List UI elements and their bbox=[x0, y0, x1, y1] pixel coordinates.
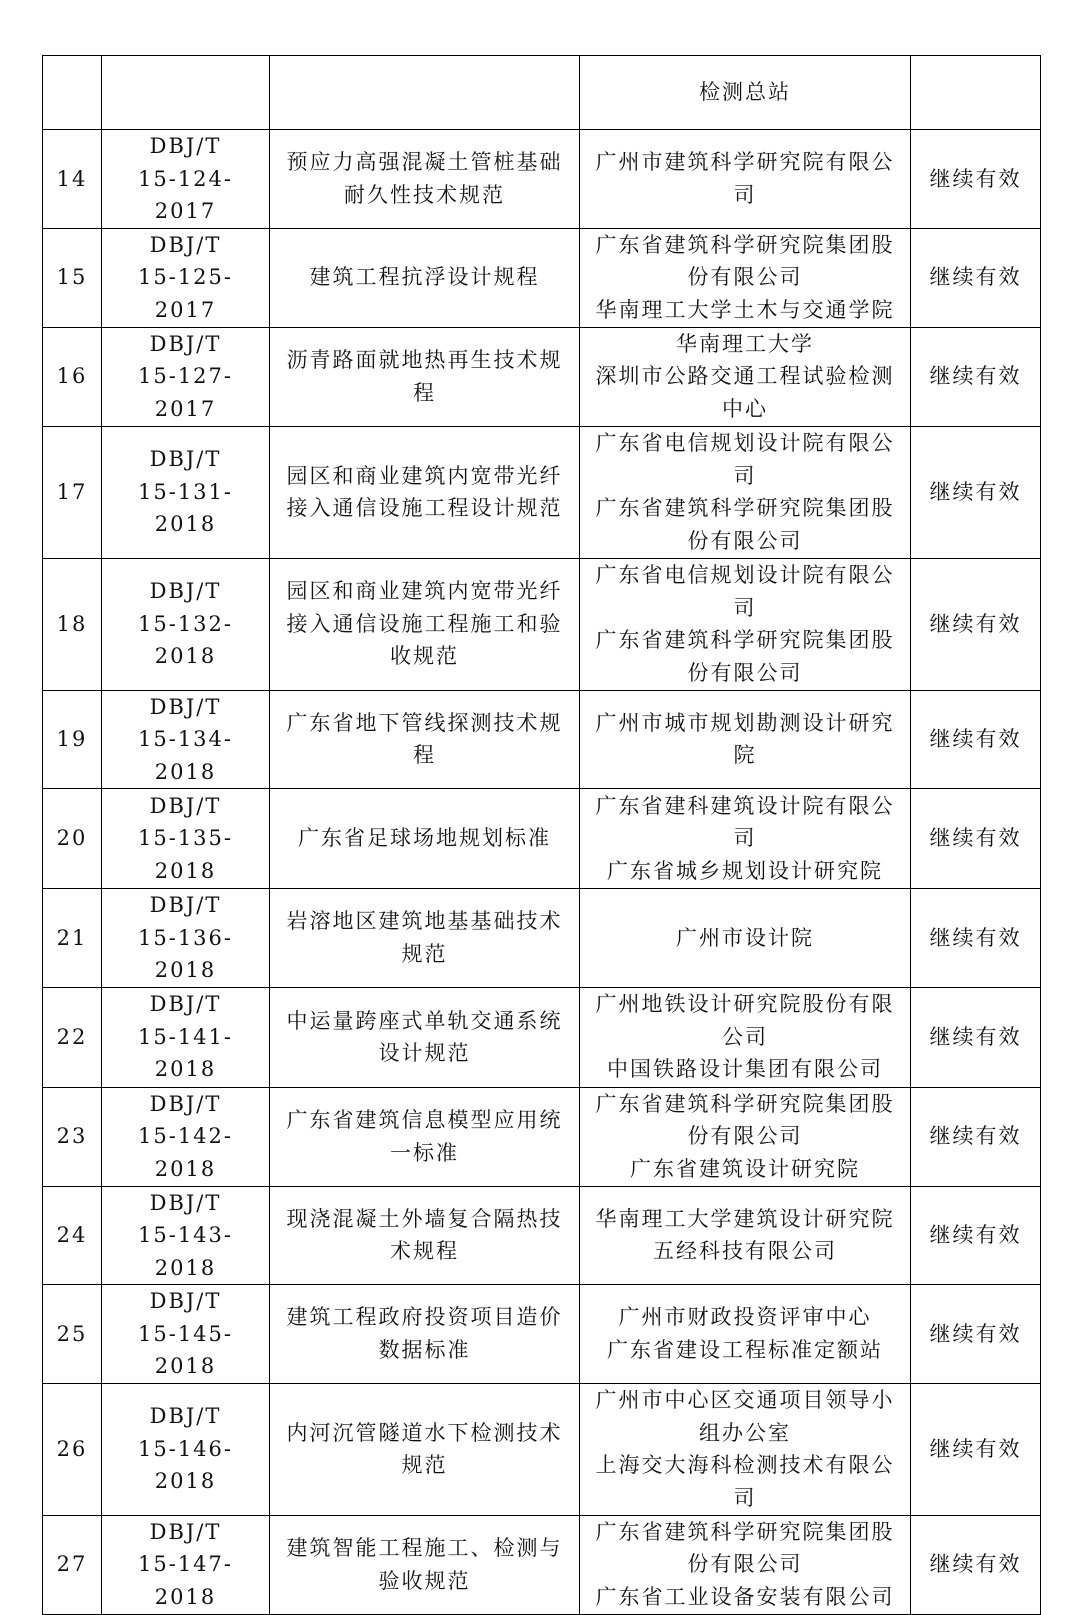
row-number: 17 bbox=[56, 479, 88, 504]
cell-org bbox=[580, 889, 911, 988]
cell-org bbox=[580, 130, 911, 229]
status-text: 继续有效 bbox=[929, 1552, 1022, 1577]
row-number: 20 bbox=[56, 826, 88, 851]
standard-name: 预应力高强混凝土管桩基础耐久性技术规范 bbox=[286, 150, 563, 207]
cell-code bbox=[102, 1186, 270, 1285]
standard-name: 广东省足球场地规划标准 bbox=[298, 826, 551, 851]
cell-org bbox=[580, 690, 911, 789]
org-name: 广东省建科建筑设计院有限公司 bbox=[595, 793, 895, 851]
cell-no bbox=[43, 1285, 102, 1384]
org-name: 广东省电信规划设计院有限公司 bbox=[595, 563, 895, 620]
cell-name bbox=[270, 789, 580, 889]
org-name: 广州市设计院 bbox=[676, 925, 814, 950]
cell-org bbox=[580, 1285, 911, 1384]
cell-code bbox=[102, 426, 270, 558]
status-text: 继续有效 bbox=[929, 166, 1022, 191]
row-number: 26 bbox=[56, 1436, 88, 1461]
org-name: 广东省城乡规划设计研究院 bbox=[607, 858, 883, 883]
cell-name bbox=[270, 130, 580, 229]
cell-code bbox=[102, 889, 270, 988]
cell-no bbox=[43, 56, 102, 130]
org-name: 广东省电信规划设计院有限公司 bbox=[595, 431, 895, 488]
table-row bbox=[43, 1285, 1041, 1384]
standard-name: 园区和商业建筑内宽带光纤接入通信设施工程施工和验收规范 bbox=[286, 579, 563, 669]
status-text: 继续有效 bbox=[929, 1124, 1022, 1149]
cell-status bbox=[911, 1087, 1041, 1186]
cell-name bbox=[270, 327, 580, 426]
standard-code-number: 15-145-2018 bbox=[138, 1321, 233, 1378]
row-number: 22 bbox=[56, 1024, 88, 1049]
cell-org bbox=[580, 1087, 911, 1186]
standard-code-prefix: DBJ/T bbox=[149, 893, 222, 917]
table-row bbox=[43, 789, 1041, 889]
cell-status bbox=[911, 987, 1041, 1087]
standard-code-prefix: DBJ/T bbox=[149, 694, 222, 719]
status-text: 继续有效 bbox=[929, 826, 1022, 851]
table-row bbox=[43, 987, 1041, 1087]
org-name: 广东省建筑科学研究院集团股份有限公司 bbox=[595, 232, 895, 290]
row-number: 23 bbox=[56, 1124, 88, 1149]
status-text: 继续有效 bbox=[929, 1436, 1022, 1461]
cell-org bbox=[580, 56, 911, 130]
standard-name: 广东省建筑信息模型应用统一标准 bbox=[286, 1108, 563, 1165]
standard-name: 现浇混凝土外墙复合隔热技术规程 bbox=[286, 1206, 563, 1264]
cell-no bbox=[43, 130, 102, 229]
standard-code-number: 15-124-2017 bbox=[138, 166, 233, 223]
cell-status bbox=[911, 789, 1041, 889]
table-row bbox=[43, 558, 1041, 690]
status-text: 继续有效 bbox=[929, 925, 1022, 950]
standard-code-prefix: DBJ/T bbox=[149, 1519, 222, 1544]
org-name: 广东省建设工程标准定额站 bbox=[607, 1337, 883, 1362]
cell-no bbox=[43, 690, 102, 789]
cell-status bbox=[911, 130, 1041, 229]
standard-code-number: 15-125-2017 bbox=[138, 265, 233, 322]
org-name: 华南理工大学建筑设计研究院 bbox=[595, 1206, 895, 1231]
cell-status bbox=[911, 1285, 1041, 1384]
standard-code-prefix: DBJ/T bbox=[149, 1289, 222, 1313]
standard-name: 建筑智能工程施工、检测与验收规范 bbox=[286, 1536, 563, 1593]
table-row bbox=[43, 426, 1041, 558]
org-name: 华南理工大学土木与交通学院 bbox=[595, 297, 895, 322]
standard-code-number: 15-136-2018 bbox=[138, 925, 233, 982]
org-name: 广东省建筑科学研究院集团股份有限公司 bbox=[595, 1091, 895, 1149]
standard-code-number: 15-141-2018 bbox=[138, 1024, 233, 1082]
standard-name: 广东省地下管线探测技术规程 bbox=[286, 710, 563, 768]
cell-status bbox=[911, 1186, 1041, 1285]
cell-code bbox=[102, 789, 270, 889]
row-number: 14 bbox=[56, 166, 88, 191]
cell-no bbox=[43, 1186, 102, 1285]
standard-name: 内河沉管隧道水下检测技术规范 bbox=[286, 1420, 563, 1477]
table-row bbox=[43, 327, 1041, 426]
row-number: 21 bbox=[56, 925, 88, 950]
standard-name: 沥青路面就地热再生技术规程 bbox=[286, 348, 563, 405]
org-name: 广东省建筑科学研究院集团股份有限公司 bbox=[595, 1519, 895, 1577]
standard-code-number: 15-132-2018 bbox=[138, 611, 233, 669]
cell-status bbox=[911, 426, 1041, 558]
cell-name bbox=[270, 1186, 580, 1285]
cell-no bbox=[43, 1515, 102, 1614]
cell-name bbox=[270, 1383, 580, 1515]
cell-no bbox=[43, 558, 102, 690]
cell-status bbox=[911, 1383, 1041, 1515]
cell-status bbox=[911, 1515, 1041, 1614]
standard-name: 建筑工程抗浮设计规程 bbox=[309, 265, 540, 290]
org-name: 广州市城市规划勘测设计研究院 bbox=[595, 710, 895, 768]
standard-code-number: 15-147-2018 bbox=[138, 1552, 233, 1609]
status-text: 继续有效 bbox=[929, 1321, 1022, 1346]
standard-name: 中运量跨座式单轨交通系统设计规范 bbox=[286, 1008, 563, 1065]
standard-name: 园区和商业建筑内宽带光纤接入通信设施工程设计规范 bbox=[286, 463, 563, 520]
org-name: 五经科技有限公司 bbox=[653, 1239, 837, 1264]
org-name: 广州市中心区交通项目领导小组办公室 bbox=[595, 1388, 895, 1445]
table-body bbox=[43, 56, 1041, 1615]
row-number: 25 bbox=[56, 1321, 88, 1346]
table-row bbox=[43, 1186, 1041, 1285]
cell-no bbox=[43, 228, 102, 327]
table-row bbox=[43, 690, 1041, 789]
standard-name: 岩溶地区建筑地基基础技术规范 bbox=[286, 909, 563, 966]
status-text: 继续有效 bbox=[929, 479, 1022, 504]
cell-status bbox=[911, 327, 1041, 426]
table-row bbox=[43, 889, 1041, 988]
cell-code bbox=[102, 1285, 270, 1384]
cell-name bbox=[270, 1087, 580, 1186]
org-name: 广州地铁设计研究院股份有限公司 bbox=[595, 992, 895, 1049]
cell-name bbox=[270, 228, 580, 327]
standard-code-number: 15-127-2017 bbox=[138, 364, 233, 421]
status-text: 继续有效 bbox=[929, 727, 1022, 751]
cell-no bbox=[43, 1087, 102, 1186]
status-text: 继续有效 bbox=[929, 265, 1022, 290]
cell-status bbox=[911, 228, 1041, 327]
org-name: 广东省工业设备安装有限公司 bbox=[595, 1584, 895, 1609]
row-number: 16 bbox=[56, 364, 88, 389]
cell-code bbox=[102, 1383, 270, 1515]
cell-org bbox=[580, 558, 911, 690]
cell-no bbox=[43, 327, 102, 426]
org-name: 广东省建筑设计研究院 bbox=[630, 1156, 860, 1181]
row-number: 19 bbox=[56, 727, 88, 751]
cell-status bbox=[911, 889, 1041, 988]
table-row-continuation bbox=[43, 56, 1041, 130]
standard-code-prefix: DBJ/T bbox=[149, 447, 222, 472]
cell-status bbox=[911, 558, 1041, 690]
org-name: 中国铁路设计集团有限公司 bbox=[607, 1057, 883, 1082]
cell-org bbox=[580, 789, 911, 889]
cell-org bbox=[580, 1515, 911, 1614]
cell-code bbox=[102, 327, 270, 426]
cell-status bbox=[911, 690, 1041, 789]
standard-code-prefix: DBJ/T bbox=[149, 579, 222, 604]
standards-table bbox=[42, 55, 1041, 1615]
row-number: 18 bbox=[56, 611, 88, 636]
cell-name bbox=[270, 426, 580, 558]
standard-code-prefix: DBJ/T bbox=[149, 1404, 222, 1429]
standard-code-prefix: DBJ/T bbox=[149, 992, 222, 1017]
cell-code bbox=[102, 56, 270, 130]
status-text: 继续有效 bbox=[929, 1223, 1022, 1247]
table-row bbox=[43, 1087, 1041, 1186]
org-line: 检测总站 bbox=[699, 80, 791, 105]
cell-code bbox=[102, 558, 270, 690]
standard-code-prefix: DBJ/T bbox=[149, 134, 222, 158]
standard-code-number: 15-135-2018 bbox=[138, 826, 233, 883]
org-name: 广州市财政投资评审中心 bbox=[618, 1305, 872, 1330]
row-number: 27 bbox=[56, 1552, 88, 1577]
table-row bbox=[43, 1515, 1041, 1614]
org-name: 广东省建筑科学研究院集团股份有限公司 bbox=[595, 496, 895, 553]
org-name: 广州市建筑科学研究院有限公司 bbox=[595, 150, 895, 207]
standard-code-number: 15-146-2018 bbox=[138, 1436, 233, 1494]
cell-code bbox=[102, 1515, 270, 1614]
cell-name bbox=[270, 1285, 580, 1384]
cell-org bbox=[580, 327, 911, 426]
org-name: 广东省建筑科学研究院集团股份有限公司 bbox=[595, 628, 895, 685]
standard-code-prefix: DBJ/T bbox=[149, 232, 222, 257]
standard-code-prefix: DBJ/T bbox=[149, 793, 222, 818]
cell-no bbox=[43, 426, 102, 558]
status-text: 继续有效 bbox=[929, 611, 1022, 636]
org-name: 深圳市公路交通工程试验检测中心 bbox=[595, 364, 895, 421]
status-text: 继续有效 bbox=[929, 364, 1022, 389]
standard-code-number: 15-143-2018 bbox=[138, 1223, 233, 1280]
cell-org bbox=[580, 228, 911, 327]
table-row bbox=[43, 228, 1041, 327]
table-row bbox=[43, 130, 1041, 229]
standard-code-prefix: DBJ/T bbox=[149, 331, 222, 356]
org-name: 华南理工大学 bbox=[676, 331, 814, 356]
cell-no bbox=[43, 1383, 102, 1515]
cell-org bbox=[580, 1383, 911, 1515]
cell-code bbox=[102, 690, 270, 789]
cell-code bbox=[102, 1087, 270, 1186]
cell-code bbox=[102, 228, 270, 327]
cell-name bbox=[270, 56, 580, 130]
cell-status bbox=[911, 56, 1041, 130]
standard-code-number: 15-142-2018 bbox=[138, 1124, 233, 1181]
cell-name bbox=[270, 987, 580, 1087]
status-text: 继续有效 bbox=[929, 1024, 1022, 1049]
row-number: 24 bbox=[56, 1223, 88, 1247]
standard-code-prefix: DBJ/T bbox=[149, 1091, 222, 1116]
cell-no bbox=[43, 889, 102, 988]
cell-name bbox=[270, 558, 580, 690]
standard-name: 建筑工程政府投资项目造价数据标准 bbox=[286, 1305, 563, 1362]
standard-code-number: 15-134-2018 bbox=[138, 727, 233, 784]
cell-name bbox=[270, 690, 580, 789]
cell-code bbox=[102, 130, 270, 229]
standard-code-number: 15-131-2018 bbox=[138, 479, 233, 537]
table-row bbox=[43, 1383, 1041, 1515]
org-name: 上海交大海科检测技术有限公司 bbox=[595, 1453, 895, 1510]
cell-org bbox=[580, 426, 911, 558]
cell-org bbox=[580, 987, 911, 1087]
cell-code bbox=[102, 987, 270, 1087]
row-number: 15 bbox=[56, 265, 88, 290]
cell-no bbox=[43, 987, 102, 1087]
cell-org bbox=[580, 1186, 911, 1285]
standard-code-prefix: DBJ/T bbox=[149, 1190, 222, 1215]
cell-name bbox=[270, 1515, 580, 1614]
cell-name bbox=[270, 889, 580, 988]
cell-no bbox=[43, 789, 102, 889]
